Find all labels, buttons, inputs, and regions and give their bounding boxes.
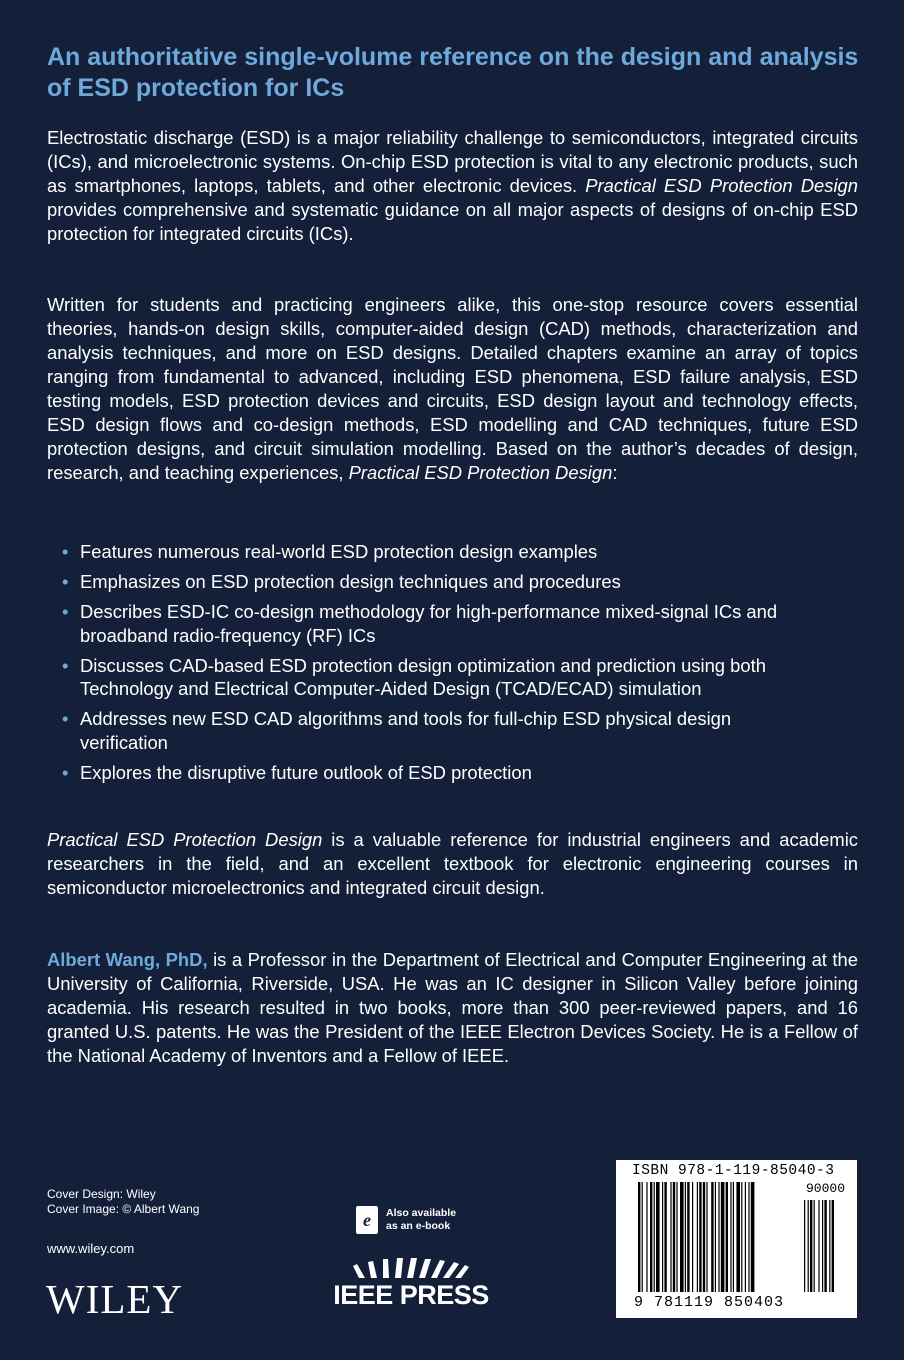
publisher-website: www.wiley.com: [47, 1241, 135, 1256]
cover-credits: [47, 1187, 199, 1217]
wiley-logo: WILEY: [46, 1276, 184, 1322]
book-title-italic: Practical ESD Protection Design: [585, 175, 858, 196]
ebook-icon: e: [356, 1206, 378, 1234]
ebook-notice: [356, 1206, 496, 1234]
bullet-icon: •: [62, 541, 69, 562]
isbn-barcode: [616, 1160, 857, 1318]
bullet-icon: •: [62, 654, 69, 676]
feature-list-item: • Explores the disruptive future outlook of ESD protection: [62, 761, 532, 783]
cover-design-credit: Cover Design: Wiley: [47, 1187, 156, 1201]
bullet-icon: •: [62, 761, 69, 783]
cover-image-credit: Cover Image: © Albert Wang: [47, 1202, 200, 1216]
bullet-icon: •: [62, 571, 69, 592]
feature-list-item: • Features numerous real-world ESD protection design examples: [62, 541, 598, 562]
author-name: Albert Wang, PhD,: [47, 949, 208, 970]
headline: An authoritative single-volume reference on the design and analysis of ESD protection for ICs: [47, 43, 859, 102]
price-code: 90000: [805, 1181, 845, 1196]
p1-text-after: provides comprehensive and systematic guidance on all major aspects of designs of on-chip ESD protection for integrated circuits (ICs).: [47, 199, 858, 244]
p1-text-before: Electrostatic discharge (ESD) is a major reliability challenge to semiconductors, integrated circuits (ICs), and microelectronic systems. On-chip ESD protection is vital to any electronic products, such as smartphones, laptops, tablets, and other electronic devices.: [47, 127, 858, 196]
summary-paragraph: [47, 828, 858, 900]
feature-list-item: • Describes ESD-IC co-design methodology for high-performance mixed-signal ICs and broadband radio-frequency (RF) ICs: [62, 601, 778, 646]
book-title-italic: Practical ESD Protection Design: [348, 462, 613, 483]
barcode-digits: 9 781119 850403: [634, 1294, 785, 1311]
book-title-italic: Practical ESD Protection Design: [47, 829, 323, 850]
bullet-icon: •: [62, 601, 69, 622]
description-paragraph-1: [47, 126, 858, 246]
author-bio: [47, 948, 858, 1068]
feature-list: [62, 540, 782, 791]
isbn-label: ISBN 978-1-119-85040-3: [632, 1163, 835, 1179]
description-paragraph-2: [47, 293, 858, 485]
feature-list-item: • Discusses CAD-based ESD protection design optimization and prediction using both Technology and Electrical Computer-Aided Design (TCAD/ECAD) simulation: [62, 654, 766, 699]
feature-list-item: • Emphasizes on ESD protection design techniques and procedures: [62, 571, 621, 592]
ebook-text: Also available as an e-book: [386, 1207, 457, 1232]
bullet-icon: •: [62, 708, 69, 729]
p2-text-before: Written for students and practicing engineers alike, this one-stop resource covers essential theories, hands-on design skills, computer-aided design (CAD) methods, characterization and analysis techniques, and more on ESD designs. Detailed chapters examine an array of topics ranging from fundamental to advanced, including ESD phenomena, ESD failure analysis, ESD testing models, ESD protection devices and circuits, ESD design layout and technology effects, ESD design flows and co-design methods, ESD modelling and CAD techniques, future ESD protection designs, and circuit simulation modelling. Based on the author’s decades of design, research, and teaching experiences,: [47, 294, 858, 483]
feature-list-item: • Addresses new ESD CAD algorithms and tools for full-chip ESD physical design verification: [62, 708, 732, 753]
ieee-rays-icon: [351, 1258, 471, 1278]
ieee-press-wordmark: IEEE PRESS: [333, 1280, 489, 1310]
ieee-press-logo: [326, 1258, 496, 1310]
p2-text-after: :: [612, 462, 618, 483]
p3-text-after: is a valuable reference for industrial engineers and academic researchers in the field, and an excellent textbook for electronic engineering courses in semiconductor microelectronics and integrated circuit design.: [47, 829, 859, 898]
author-bio-text: is a Professor in the Department of Electrical and Computer Engineering at the University of California, Riverside, USA. He was an IC designer in Silicon Valley before joining academia. His research resulted in two books, more than 300 peer-reviewed papers, and 16 granted U.S. patents. He was the President of the IEEE Electron Devices Society. He is a Fellow of the National Academy of Inventors and a Fellow of IEEE.: [47, 949, 858, 1066]
